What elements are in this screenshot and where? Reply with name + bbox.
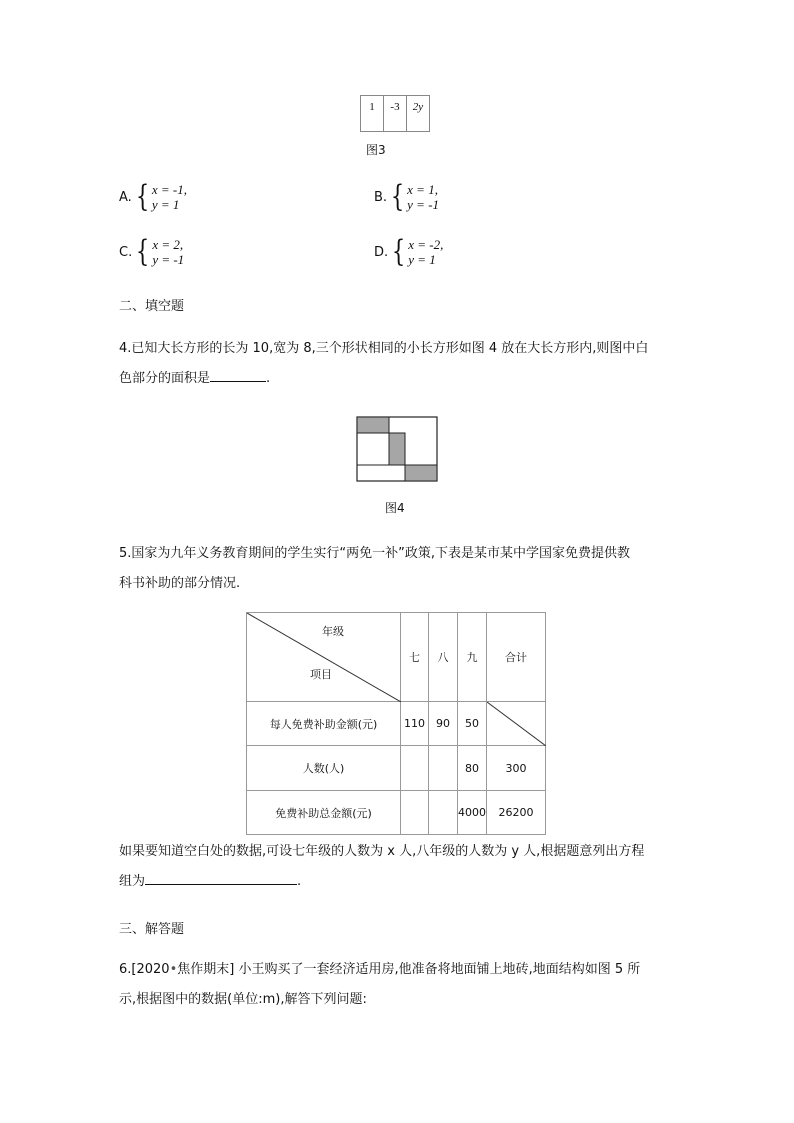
question-5-after-line2: 组为 <box>119 874 146 889</box>
brace-icon: { <box>136 234 150 269</box>
question-5 <box>119 539 699 599</box>
table-cell: 110 <box>401 702 429 746</box>
question-4-line2: 色部分的面积是 <box>119 371 211 386</box>
table-cell <box>429 746 458 791</box>
period: . <box>266 371 271 386</box>
table-cell: 26200 <box>487 791 546 835</box>
fig3-cell: -3 <box>384 96 407 132</box>
question-6-line1: 小王购买了一套经济适用房,他准备将地面铺上地砖,地面结构如图 5 所 <box>238 962 641 977</box>
equation: y = 1 <box>408 252 436 267</box>
diagonal-line <box>487 702 546 746</box>
option-c <box>119 234 185 269</box>
brace-icon: { <box>392 234 406 269</box>
section-heading-solve: 三、解答题 <box>119 922 185 937</box>
table-cell: 80 <box>458 746 487 791</box>
question-6 <box>119 955 699 1015</box>
table-cell <box>401 746 429 791</box>
table-cell: 50 <box>458 702 487 746</box>
shaded-rectangle <box>357 417 389 433</box>
grade-header: 八 <box>429 613 458 702</box>
header-item: 项目 <box>310 668 332 681</box>
equation: x = -1, <box>151 182 188 197</box>
equation: x = 2, <box>152 237 184 252</box>
grade-header: 七 <box>401 613 429 702</box>
option-d <box>374 234 444 269</box>
question-4-line1: 4.已知大长方形的长为 10,宽为 8,三个形状相同的小长方形如图 4 放在大长方形内,则图中白 <box>119 341 649 356</box>
table-cell: 300 <box>487 746 546 791</box>
grade-header: 九 <box>458 613 487 702</box>
figure-3-caption: 图3 <box>366 143 386 157</box>
brace-icon: { <box>390 179 405 214</box>
question-6-number: 6.[2020 <box>119 962 170 977</box>
table-cell <box>401 791 429 835</box>
period: . <box>297 874 302 889</box>
equation: y = 1 <box>151 197 180 212</box>
subsidy-table <box>246 612 546 835</box>
question-6-line2: 示,根据图中的数据(单位:m),解答下列问题: <box>119 992 367 1007</box>
answer-blank <box>210 367 266 382</box>
table-cell <box>429 791 458 835</box>
option-label: C. <box>119 244 133 260</box>
shaded-rectangle <box>389 433 405 465</box>
equation: x = -2, <box>408 237 444 252</box>
question-6-source: 焦作期末] <box>177 962 235 977</box>
figure-4-caption: 图4 <box>385 501 405 515</box>
total-header: 合计 <box>487 613 546 702</box>
fig3-cell: 2y <box>407 96 430 132</box>
section-heading-fill-in: 二、填空题 <box>119 299 185 314</box>
fig3-cell: 1 <box>361 96 384 132</box>
option-label: D. <box>374 244 389 260</box>
option-b <box>374 179 440 214</box>
bullet-dot: • <box>169 962 178 977</box>
row-label: 每人免费补助金额(元) <box>247 702 401 746</box>
figure-3-table <box>360 95 430 132</box>
question-5-after-line1: 如果要知道空白处的数据,可设七年级的人数为 x 人,八年级的人数为 y 人,根据题意列出方程 <box>119 844 645 859</box>
question-4 <box>119 334 699 394</box>
question-5-line2: 科书补助的部分情况. <box>119 576 241 591</box>
option-label: B. <box>374 189 388 205</box>
brace-icon: { <box>135 179 150 214</box>
diagonal-header-cell <box>247 613 401 702</box>
diagonal-empty-cell <box>487 702 546 746</box>
row-label: 人数(人) <box>247 746 401 791</box>
row-label: 免费补助总金额(元) <box>247 791 401 835</box>
table-cell: 4000 <box>458 791 487 835</box>
question-5-continued <box>119 837 699 897</box>
question-5-line1: 5.国家为九年义务教育期间的学生实行“两免一补”政策,下表是某市某中学国家免费提供教 <box>119 546 631 561</box>
option-a <box>119 179 188 214</box>
equation: x = 1, <box>407 182 438 197</box>
answer-blank <box>145 870 297 885</box>
table-cell: 90 <box>429 702 458 746</box>
header-grade: 年级 <box>322 625 344 638</box>
option-label: A. <box>119 189 132 205</box>
figure-4-diagram <box>356 416 440 486</box>
equation: y = -1 <box>152 252 185 267</box>
equation: y = -1 <box>407 197 440 212</box>
shaded-rectangle <box>405 465 437 481</box>
